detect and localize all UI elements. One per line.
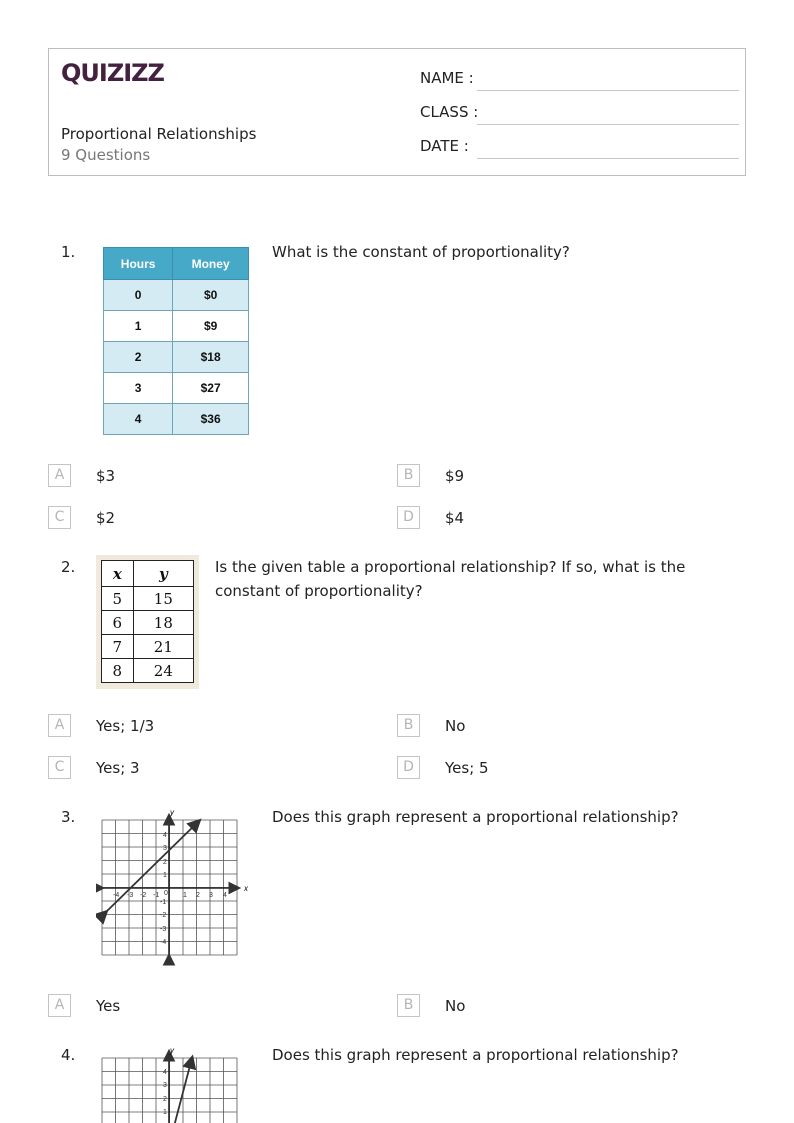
table-header: x: [102, 561, 134, 587]
x-tick-label: -1: [153, 892, 160, 899]
option-a-box[interactable]: A: [48, 994, 71, 1017]
question-number: 2.: [61, 558, 76, 576]
graph-q3: [96, 806, 256, 966]
y-tick-label: 3: [163, 845, 167, 852]
option-b-text[interactable]: No: [445, 997, 466, 1015]
y-tick-label: 4: [163, 1069, 167, 1076]
option-b-box[interactable]: B: [397, 464, 420, 487]
option-b-text[interactable]: $9: [445, 467, 465, 485]
table-row: [104, 311, 249, 342]
option-a-box[interactable]: A: [48, 464, 71, 487]
option-c-box[interactable]: C: [48, 506, 71, 529]
quizizz-logo: QUIZIZZ: [61, 59, 164, 87]
table-cell: $0: [173, 280, 249, 311]
option-d-box[interactable]: D: [397, 506, 420, 529]
option-d-text[interactable]: Yes; 5: [445, 759, 489, 777]
xy-table: [101, 560, 194, 683]
y-axis-label: y: [170, 1046, 174, 1055]
table-header: y: [133, 561, 193, 587]
table-header: Hours: [104, 248, 173, 280]
question-text: Does this graph represent a proportional relationship?: [272, 808, 679, 826]
question-text: What is the constant of proportionality?: [272, 243, 570, 261]
y-tick-label: -3: [160, 926, 167, 933]
table-row: [102, 587, 194, 611]
option-d-text[interactable]: $4: [445, 509, 465, 527]
question-count: 9 Questions: [61, 146, 151, 164]
class-line[interactable]: [477, 124, 739, 125]
x-axis-label: x: [244, 884, 248, 893]
table-cell: 6: [102, 611, 134, 635]
option-c-text[interactable]: Yes; 3: [96, 759, 140, 777]
x-tick-label: -3: [127, 892, 134, 899]
class-label: CLASS :: [420, 103, 479, 121]
option-a-text[interactable]: $3: [96, 467, 116, 485]
worksheet-title: Proportional Relationships: [61, 125, 257, 143]
question-number: 3.: [61, 808, 76, 826]
y-tick-label: -4: [160, 939, 167, 946]
table-cell: 8: [102, 659, 134, 683]
xy-table-image: [96, 555, 199, 689]
question-number: 4.: [61, 1046, 76, 1064]
table-cell: 3: [104, 373, 173, 404]
graph-q4: [96, 1044, 256, 1123]
x-tick-label: 0: [164, 890, 168, 897]
x-tick-label: 3: [209, 892, 213, 899]
name-line[interactable]: [477, 90, 739, 91]
option-b-text[interactable]: No: [445, 717, 466, 735]
table-row: [104, 280, 249, 311]
hours-money-table: [103, 247, 249, 435]
table-cell: 21: [133, 635, 193, 659]
table-cell: $18: [173, 342, 249, 373]
y-tick-label: -2: [160, 912, 167, 919]
table-header: Money: [173, 248, 249, 280]
table-cell: $27: [173, 373, 249, 404]
table-row: [104, 373, 249, 404]
y-tick-label: 2: [163, 859, 167, 866]
option-a-text[interactable]: Yes; 1/3: [96, 717, 155, 735]
y-tick-label: 4: [163, 832, 167, 839]
y-axis-label: y: [170, 808, 174, 817]
graph-line: [172, 1058, 192, 1123]
y-tick-label: -1: [160, 899, 167, 906]
question-number: 1.: [61, 243, 76, 261]
option-d-box[interactable]: D: [397, 756, 420, 779]
table-cell: $36: [173, 404, 249, 435]
table-row: [102, 611, 194, 635]
option-c-box[interactable]: C: [48, 756, 71, 779]
question-text: Is the given table a proportional relationship? If so, what is the constant of proportionality?: [215, 558, 686, 600]
table-cell: 24: [133, 659, 193, 683]
question-text: Does this graph represent a proportional relationship?: [272, 1046, 679, 1064]
table-cell: 15: [133, 587, 193, 611]
x-tick-label: -4: [113, 892, 120, 899]
name-label: NAME :: [420, 69, 474, 87]
option-b-box[interactable]: B: [397, 994, 420, 1017]
y-tick-label: 1: [163, 872, 167, 879]
class-field[interactable]: [420, 101, 736, 125]
worksheet-header: [48, 48, 746, 176]
table-row: [104, 404, 249, 435]
table-row: [104, 342, 249, 373]
table-cell: 0: [104, 280, 173, 311]
y-tick-label: 3: [163, 1082, 167, 1089]
date-line[interactable]: [477, 158, 739, 159]
x-tick-label: -2: [140, 892, 147, 899]
table-row: [102, 635, 194, 659]
table-cell: 18: [133, 611, 193, 635]
option-b-box[interactable]: B: [397, 714, 420, 737]
date-label: DATE :: [420, 137, 469, 155]
table-cell: 5: [102, 587, 134, 611]
x-tick-label: 4: [223, 892, 227, 899]
option-a-box[interactable]: A: [48, 714, 71, 737]
table-cell: $9: [173, 311, 249, 342]
table-cell: 2: [104, 342, 173, 373]
table-row: [102, 659, 194, 683]
table-cell: 1: [104, 311, 173, 342]
table-cell: 4: [104, 404, 173, 435]
date-field[interactable]: [420, 135, 736, 159]
name-field[interactable]: [420, 67, 736, 91]
y-tick-label: 1: [163, 1109, 167, 1116]
x-tick-label: 1: [183, 892, 187, 899]
table-cell: 7: [102, 635, 134, 659]
option-a-text[interactable]: Yes: [96, 997, 121, 1015]
x-tick-label: 2: [196, 892, 200, 899]
option-c-text[interactable]: $2: [96, 509, 116, 527]
y-tick-label: 2: [163, 1096, 167, 1103]
